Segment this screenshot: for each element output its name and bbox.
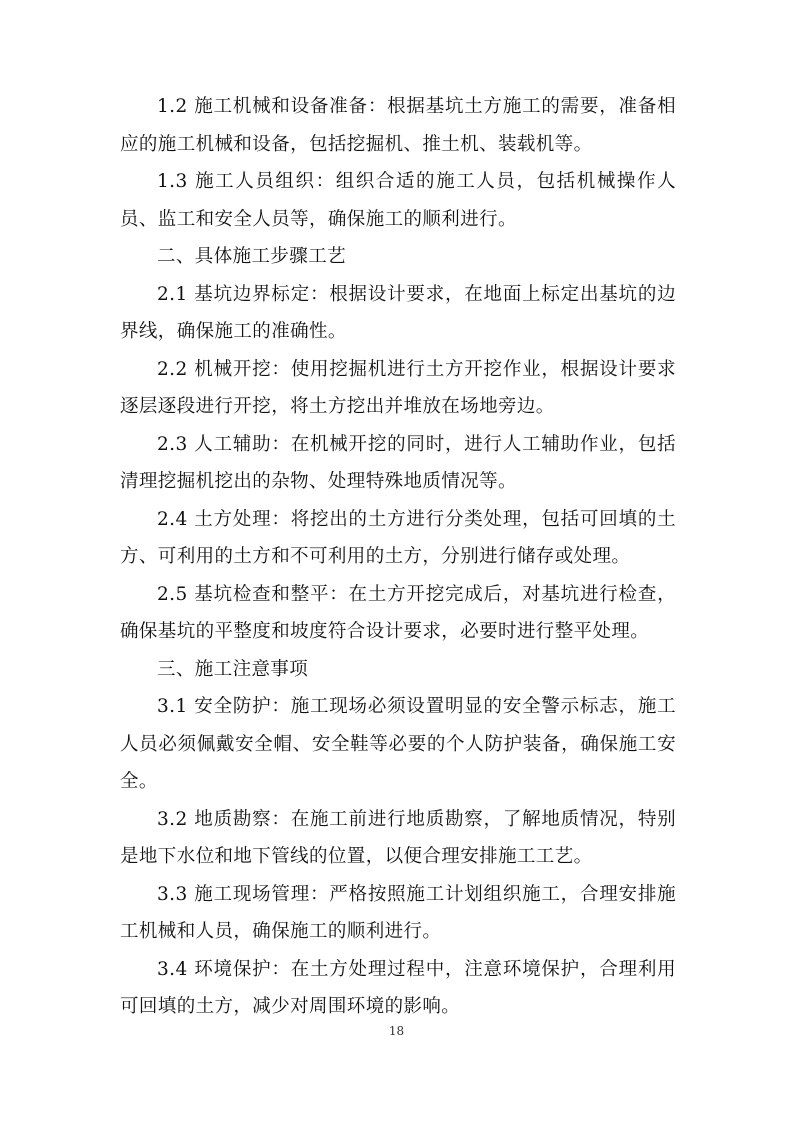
paragraph-3-1: 3.1 安全防护：施工现场必须设置明显的安全警示标志，施工人员必须佩戴安全帽、安全鞋等必要的个人防护装备，确保施工安全。 bbox=[120, 696, 676, 792]
paragraph-3-3: 3.3 施工现场管理：严格按照施工计划组织施工，合理安排施工机械和人员，确保施工的顺利进行。 bbox=[120, 883, 676, 942]
section-heading-3: 三、施工注意事项 bbox=[157, 658, 309, 680]
paragraph-2-5: 2.5 基坑检查和整平：在土方开挖完成后，对基坑进行检查，确保基坑的平整度和坡度符合设计要求，必要时进行整平处理。 bbox=[120, 583, 676, 642]
paragraph-3-4: 3.4 环境保护：在土方处理过程中，注意环境保护，合理利用可回填的土方，减少对周围环境的影响。 bbox=[120, 958, 676, 1017]
page-number: 18 bbox=[388, 1024, 405, 1038]
section-heading-2: 二、具体施工步骤工艺 bbox=[157, 246, 347, 267]
paragraph-2-1: 2.1 基坑边界标定：根据设计要求，在地面上标定出基坑的边界线，确保施工的准确性。 bbox=[120, 283, 676, 342]
paragraph-1-3: 1.3 施工人员组织：组织合适的施工人员，包括机械操作人员、监工和安全人员等，确保施工的顺利进行。 bbox=[120, 171, 676, 230]
paragraph-2-4: 2.4 土方处理：将挖出的土方进行分类处理，包括可回填的土方、可利用的土方和不可利用的土方，分别进行储存或处理。 bbox=[120, 508, 676, 567]
paragraph-1-2: 1.2 施工机械和设备准备：根据基坑土方施工的需要，准备相应的施工机械和设备，包括挖掘机、推土机、装载机等。 bbox=[120, 96, 676, 155]
document-body bbox=[120, 88, 676, 1026]
paragraph-3-2: 3.2 地质勘察：在施工前进行地质勘察，了解地质情况，特别是地下水位和地下管线的位置，以便合理安排施工工艺。 bbox=[120, 808, 676, 867]
paragraph-2-3: 2.3 人工辅助：在机械开挖的同时，进行人工辅助作业，包括清理挖掘机挖出的杂物、处理特殊地质情况等。 bbox=[120, 433, 676, 492]
paragraph-2-2: 2.2 机械开挖：使用挖掘机进行土方开挖作业，根据设计要求逐层逐段进行开挖，将土方挖出并堆放在场地旁边。 bbox=[120, 358, 676, 417]
